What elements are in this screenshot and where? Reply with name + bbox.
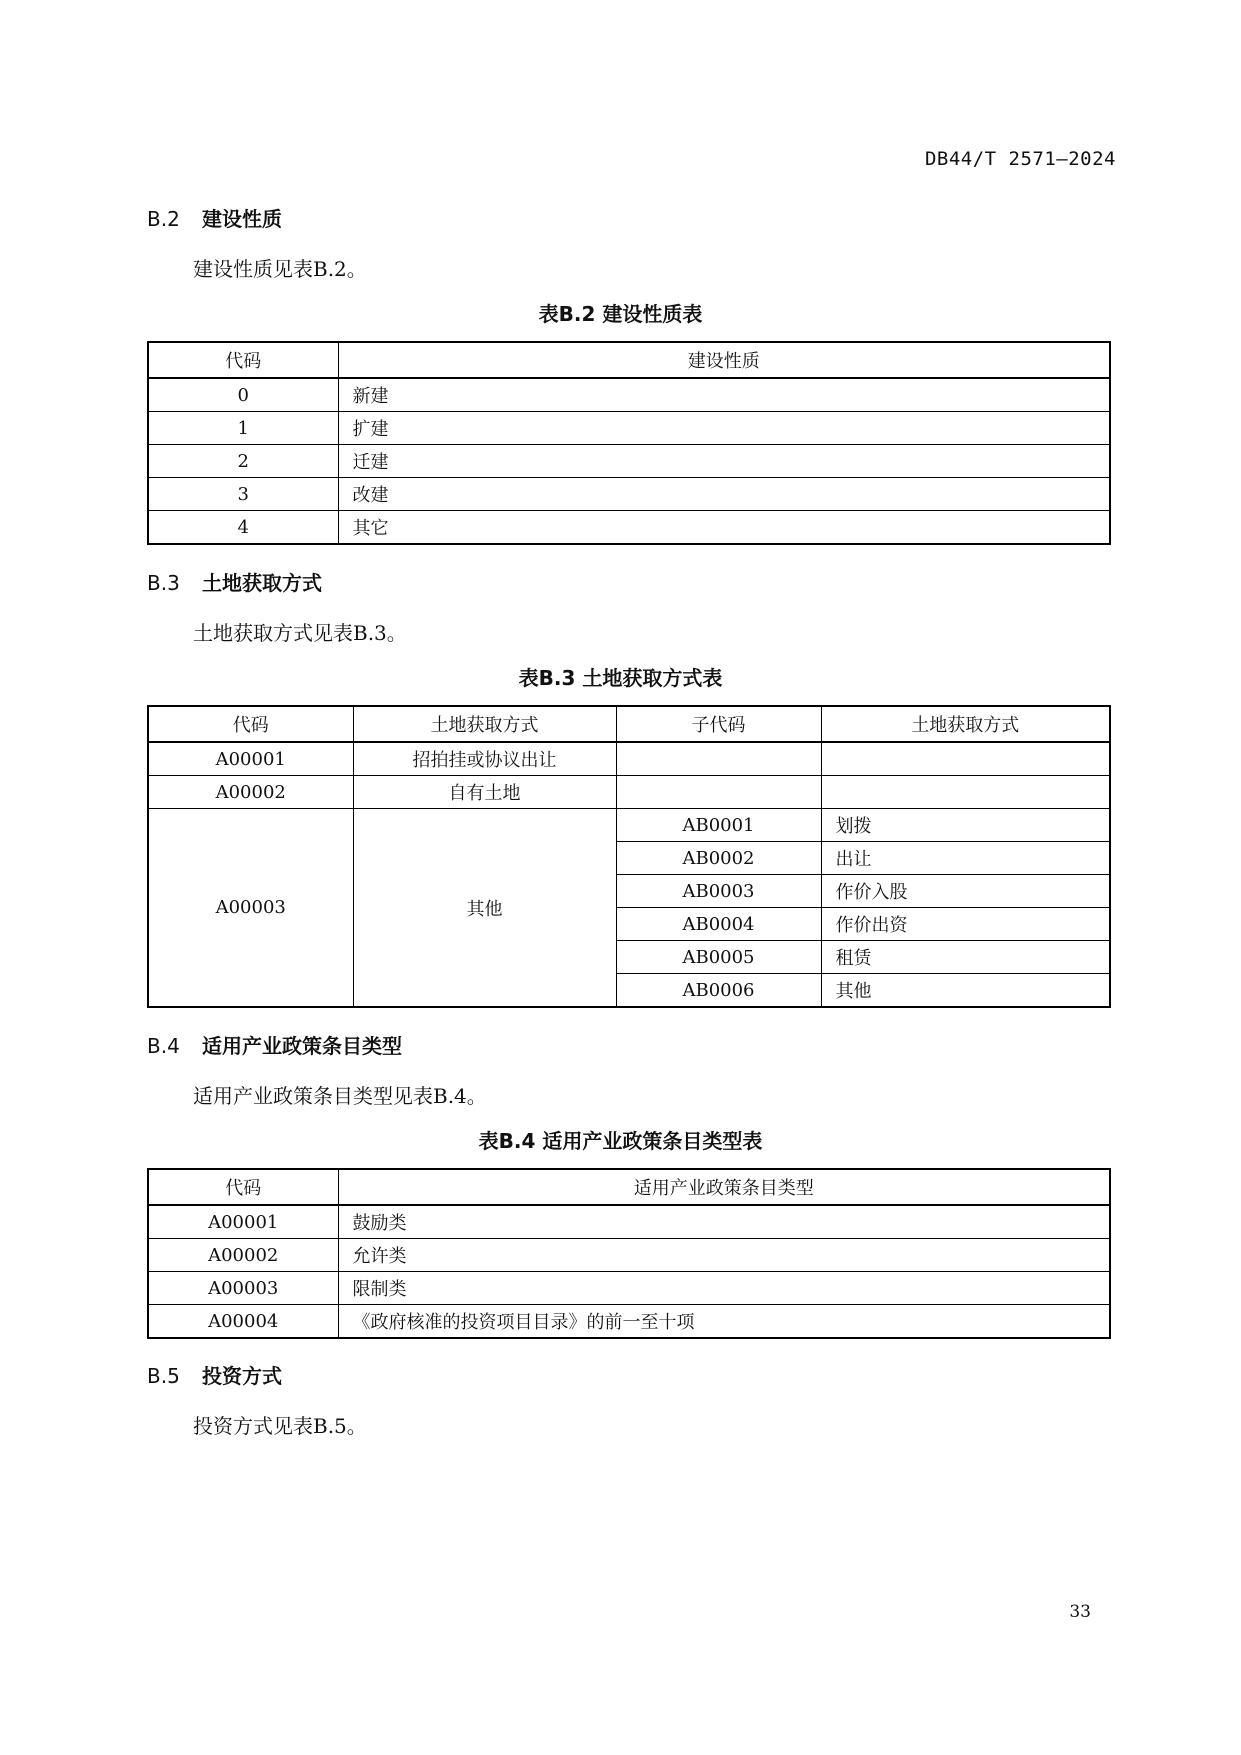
header-cell: 代码 <box>148 706 353 742</box>
subcode-cell: AB0002 <box>616 842 821 875</box>
subcode-cell: AB0001 <box>616 809 821 842</box>
section-title: 适用产业政策条目类型 <box>202 1034 402 1058</box>
subvalue-cell: 划拨 <box>821 809 1110 842</box>
subcode-cell: AB0004 <box>616 908 821 941</box>
section-title: 土地获取方式 <box>202 571 322 595</box>
header-cell: 代码 <box>148 342 338 378</box>
value-cell: 迁建 <box>338 445 1110 478</box>
value-cell: 《政府核准的投资项目目录》的前一至十项 <box>338 1305 1110 1339</box>
table-row <box>148 478 1110 511</box>
code-cell: A00004 <box>148 1305 338 1339</box>
code-cell: A00002 <box>148 1239 338 1272</box>
subvalue-cell: 出让 <box>821 842 1110 875</box>
empty-cell <box>616 776 821 809</box>
table-row <box>148 742 1110 776</box>
subcode-cell: AB0005 <box>616 941 821 974</box>
value-cell: 允许类 <box>338 1239 1110 1272</box>
page-number: 33 <box>1069 1602 1091 1622</box>
table-row <box>148 1272 1110 1305</box>
table-row <box>148 809 1110 842</box>
section-title: 投资方式 <box>202 1364 282 1388</box>
code-cell: A00001 <box>148 742 353 776</box>
section-text-b5: 投资方式见表B.5。 <box>193 1414 367 1438</box>
table-row <box>148 412 1110 445</box>
subcode-cell: AB0003 <box>616 875 821 908</box>
table-b2 <box>147 341 1111 545</box>
code-cell: A00003 <box>148 1272 338 1305</box>
empty-cell <box>821 776 1110 809</box>
table-header-row <box>148 706 1110 742</box>
value-cell: 自有土地 <box>353 776 616 809</box>
section-text-b4: 适用产业政策条目类型见表B.4。 <box>193 1084 487 1108</box>
table-b3 <box>147 705 1111 1008</box>
code-cell: 2 <box>148 445 338 478</box>
section-text-b3: 土地获取方式见表B.3。 <box>193 621 407 645</box>
table-b4 <box>147 1168 1111 1339</box>
header-cell: 土地获取方式 <box>821 706 1110 742</box>
section-heading-b5 <box>147 1360 282 1389</box>
value-cell: 其它 <box>338 511 1110 545</box>
section-text-b2: 建设性质见表B.2。 <box>193 257 367 281</box>
header-cell: 代码 <box>148 1169 338 1205</box>
header-cell: 建设性质 <box>338 342 1110 378</box>
value-cell: 新建 <box>338 378 1110 412</box>
empty-cell <box>821 742 1110 776</box>
table-row <box>148 1239 1110 1272</box>
subvalue-cell: 其他 <box>821 974 1110 1008</box>
subvalue-cell: 租赁 <box>821 941 1110 974</box>
code-cell: 3 <box>148 478 338 511</box>
section-number: B.2 <box>147 207 180 231</box>
section-number: B.3 <box>147 571 180 595</box>
code-cell: A00001 <box>148 1205 338 1239</box>
section-title: 建设性质 <box>202 207 282 231</box>
table-row <box>148 445 1110 478</box>
table-row <box>148 776 1110 809</box>
empty-cell <box>616 742 821 776</box>
section-heading-b4 <box>147 1030 402 1059</box>
header-cell: 子代码 <box>616 706 821 742</box>
code-cell: A00003 <box>148 809 353 1008</box>
table-caption-b3: 表B.3 土地获取方式表 <box>518 666 723 690</box>
table-row <box>148 511 1110 545</box>
value-cell: 其他 <box>353 809 616 1008</box>
value-cell: 改建 <box>338 478 1110 511</box>
value-cell: 鼓励类 <box>338 1205 1110 1239</box>
table-row <box>148 378 1110 412</box>
value-cell: 招拍挂或协议出让 <box>353 742 616 776</box>
table-row <box>148 1305 1110 1339</box>
section-number: B.5 <box>147 1364 180 1388</box>
section-heading-b2 <box>147 203 282 232</box>
code-cell: 4 <box>148 511 338 545</box>
value-cell: 扩建 <box>338 412 1110 445</box>
header-cell: 土地获取方式 <box>353 706 616 742</box>
code-cell: A00002 <box>148 776 353 809</box>
table-header-row <box>148 1169 1110 1205</box>
header-cell: 适用产业政策条目类型 <box>338 1169 1110 1205</box>
code-cell: 0 <box>148 378 338 412</box>
document-code: DB44/T 2571—2024 <box>924 148 1116 170</box>
table-row <box>148 1205 1110 1239</box>
table-caption-b2: 表B.2 建设性质表 <box>538 302 703 326</box>
code-cell: 1 <box>148 412 338 445</box>
section-heading-b3 <box>147 567 322 596</box>
subvalue-cell: 作价出资 <box>821 908 1110 941</box>
section-number: B.4 <box>147 1034 180 1058</box>
subcode-cell: AB0006 <box>616 974 821 1008</box>
table-header-row <box>148 342 1110 378</box>
value-cell: 限制类 <box>338 1272 1110 1305</box>
table-caption-b4: 表B.4 适用产业政策条目类型表 <box>478 1129 763 1153</box>
subvalue-cell: 作价入股 <box>821 875 1110 908</box>
